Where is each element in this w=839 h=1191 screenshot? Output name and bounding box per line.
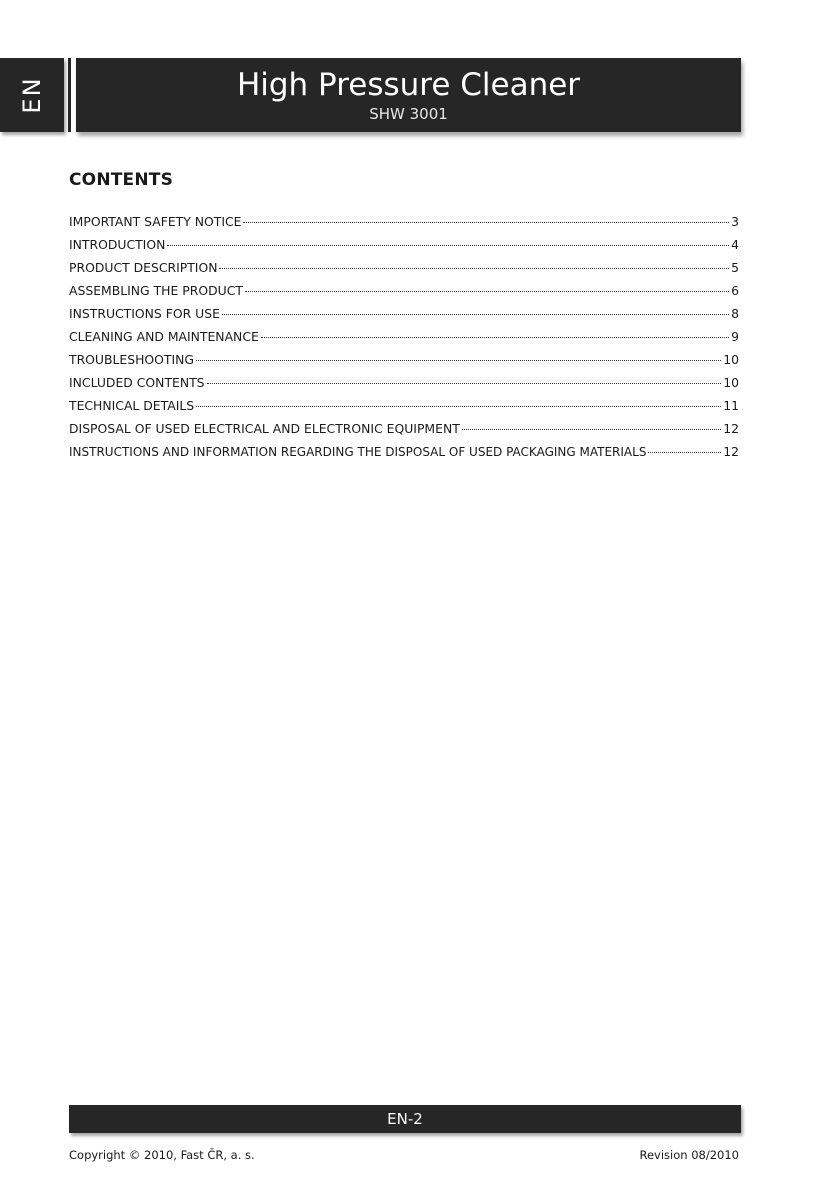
leader-dots — [243, 222, 729, 223]
toc-entry-label: TROUBLESHOOTING — [69, 352, 195, 367]
toc-entry-label: INTRODUCTION — [69, 237, 166, 252]
toc-entry-page: 12 — [723, 444, 739, 459]
toc-entry[interactable] — [69, 210, 739, 233]
toc-entry[interactable] — [69, 394, 739, 417]
toc-entry-label: INSTRUCTIONS AND INFORMATION REGARDING THE DISPOSAL OF USED PACKAGING MATERIALS — [69, 445, 647, 459]
toc-entry-page: 4 — [731, 237, 739, 252]
toc-entry[interactable] — [69, 302, 739, 325]
toc-entry-label: INCLUDED CONTENTS — [69, 375, 205, 390]
toc-entry[interactable] — [69, 440, 739, 463]
toc-entry[interactable] — [69, 417, 739, 440]
table-of-contents — [69, 210, 739, 463]
toc-entry-page: 5 — [731, 260, 739, 275]
leader-dots — [648, 452, 721, 453]
header-bar — [76, 58, 741, 132]
leader-dots — [261, 337, 729, 338]
toc-entry-label: DISPOSAL OF USED ELECTRICAL AND ELECTRONIC EQUIPMENT — [69, 421, 460, 436]
toc-entry-label: IMPORTANT SAFETY NOTICE — [69, 214, 242, 229]
page-number: EN-2 — [387, 1110, 423, 1128]
contents-heading: CONTENTS — [69, 170, 174, 190]
leader-dots — [245, 291, 729, 292]
toc-entry[interactable] — [69, 325, 739, 348]
document-title: High Pressure Cleaner — [236, 67, 581, 103]
page-number-bar — [69, 1105, 741, 1133]
toc-entry-label: PRODUCT DESCRIPTION — [69, 260, 218, 275]
toc-entry-page: 11 — [723, 398, 739, 413]
toc-entry-page: 6 — [731, 283, 739, 298]
toc-entry[interactable] — [69, 233, 739, 256]
toc-entry[interactable] — [69, 348, 739, 371]
toc-entry[interactable] — [69, 371, 739, 394]
toc-entry-label: ASSEMBLING THE PRODUCT — [69, 283, 243, 298]
revision-label: Revision 08/2010 — [639, 1148, 739, 1162]
language-code: EN — [18, 76, 46, 114]
toc-entry[interactable] — [69, 256, 739, 279]
toc-entry-page: 8 — [731, 306, 739, 321]
leader-dots — [219, 268, 729, 269]
toc-entry-label: CLEANING AND MAINTENANCE — [69, 329, 259, 344]
leader-dots — [196, 360, 721, 361]
language-tab — [0, 58, 64, 132]
leader-dots — [167, 245, 729, 246]
leader-dots — [222, 314, 729, 315]
toc-entry-page: 3 — [731, 214, 739, 229]
tab-separator — [68, 58, 71, 132]
leader-dots — [196, 406, 721, 407]
toc-entry-page: 9 — [731, 329, 739, 344]
toc-entry-page: 12 — [723, 421, 739, 436]
leader-dots — [462, 429, 721, 430]
toc-entry-page: 10 — [723, 375, 739, 390]
toc-entry[interactable] — [69, 279, 739, 302]
leader-dots — [207, 383, 722, 384]
copyright-notice: Copyright © 2010, Fast ČR, a. s. — [69, 1148, 255, 1162]
toc-entry-page: 10 — [723, 352, 739, 367]
toc-entry-label: TECHNICAL DETAILS — [69, 398, 195, 413]
toc-entry-label: INSTRUCTIONS FOR USE — [69, 306, 220, 321]
model-number: SHW 3001 — [369, 105, 448, 123]
